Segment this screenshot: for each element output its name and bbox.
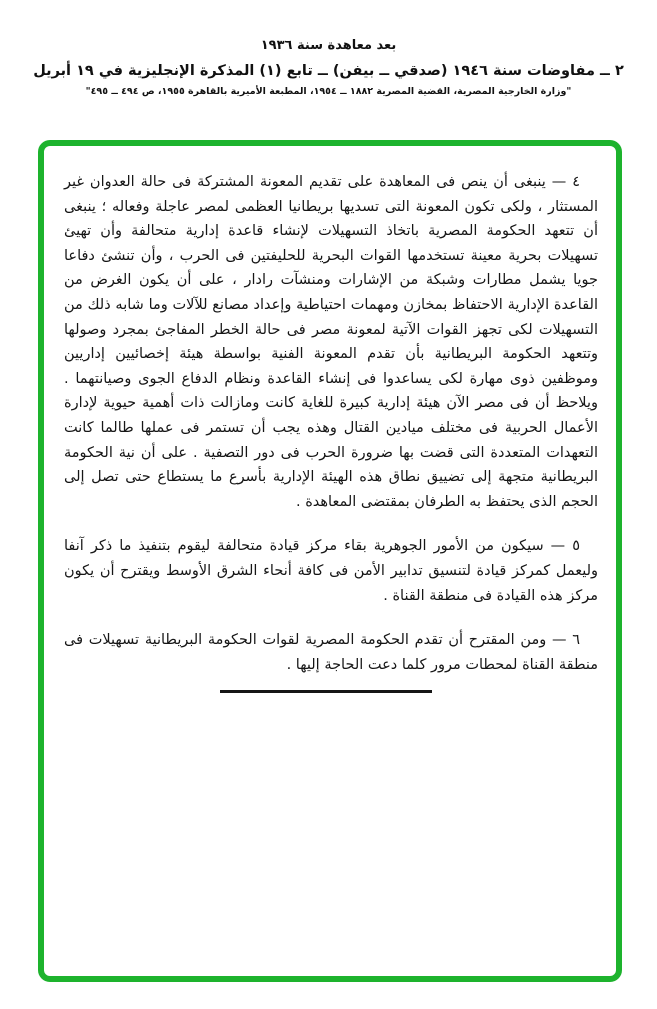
header-subtitle: ٢ ــ مفاوضات سنة ١٩٤٦ (صدقي ــ بيفن) ــ تابع (١) المذكرة الإنجليزية في ١٩ أبريل	[33, 63, 624, 79]
page-header	[0, 0, 657, 97]
content-frame	[38, 140, 622, 982]
paragraph-6: ٦ — ومن المقترح أن تقدم الحكومة المصرية لقوات الحكومة البريطانية تسهيلات فى منطقة القناة لمحطات مرور كلما دعت الحاجة إليها .	[64, 632, 598, 673]
paragraph-4: ٤ — ينبغى أن ينص فى المعاهدة على تقديم المعونة المشتركة فى حالة العدوان غير المستثار ، ولكى تكون المعونة التى تسديها بريطانيا العظمى لمصر عاجلة وفعاله ؛ ينبغى أن تتعهد الحكومة المصرية باتخاذ التسهيلات لإنشاء قاعدة إدارية متحالفة وأن تهيئ تسهيلات بحرية معينة تستخدمها القوات البحرية للحليفتين فى الحرب ، وأن تنشئ دفاعا جويا يشمل مطارات وشبكة من الإشارات ومنشآت رادار ، على أن يكون الغرض من القاعدة الإدارية الاحتفاظ بمخازن ومهمات احتياطية وإعداد مصانع للآلات وما شابه ذلك من التسهيلات لكى تجهز القوات الآتية لمعونة مصر فى حالة الخطر المفاجئ بمجرد وصولها وتتعهد الحكومة البريطانية بأن تقدم المعونة الفنية بواسطة هيئة إخصائيين إداريين وموظفين ذوى مهارة لكى يساعدوا فى إنشاء القاعدة ونظام الدفاع الجوى وصيانتهما . ويلاحظ أن فى مصر الآن هيئة إدارية كبيرة للغاية كانت ومازالت ذات أهمية حيوية لإدارة الأعمال الحربية فى مختلف ميادين القتال وهذه يجب أن تستمر فى عملها طالما كانت التعهدات المتعددة التى قضت بها ضرورة الحرب فى دور التصفية . على أن نية الحكومة البريطانية متجهة إلى تضييق نطاق هذه الهيئة الإدارية بأسرع ما يستطاع حتى تصل إلى الحجم الذى يحتفظ به الطرفان بمقتضى المعاهدة .	[64, 174, 598, 510]
document-body	[44, 146, 616, 677]
header-title: بعد معاهدة سنة ١٩٣٦	[260, 38, 397, 53]
paragraph-5: ٥ — سيكون من الأمور الجوهرية بقاء مركز قيادة متحالفة ليقوم بتنفيذ ما ذكر آنفا وليعمل كمركز قيادة لتنسيق تدابير الأمن فى كافة أنحاء الشرق الأوسط ويقترح أن يكون مركز هذه القيادة فى منطقة القناة .	[64, 538, 598, 604]
divider-rule	[220, 690, 432, 693]
header-source-citation: "وزارة الخارجية المصرية، القضية المصرية ١٨٨٢ ــ ١٩٥٤، المطبعة الأميرية بالقاهرة ١٩٥٥، ص ٤٩٤ ــ ٤٩٥"	[85, 86, 572, 97]
